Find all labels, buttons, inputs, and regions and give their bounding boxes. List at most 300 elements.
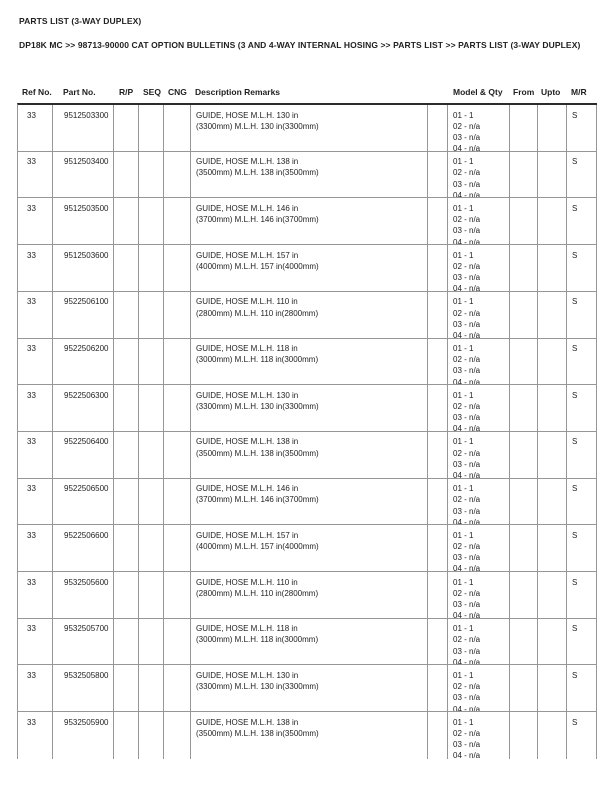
cell-text: (3500mm) M.L.H. 138 in(3500mm) (196, 728, 319, 738)
table-row (18, 619, 597, 666)
cell-text (144, 156, 163, 167)
upto-cell (538, 292, 567, 338)
cell-text: 02 - n/a (453, 682, 481, 692)
cell-text: 04 - n/a (453, 564, 481, 572)
cell-text: (3000mm) M.L.H. 118 in(3000mm) (196, 355, 319, 365)
cell-text: 9522506300 (64, 390, 109, 400)
mr-cell (567, 432, 597, 478)
seq-cell (139, 339, 164, 385)
remarks-spacer-cell (428, 572, 448, 618)
cell-text (542, 530, 566, 541)
cell-text: 33 (27, 203, 36, 213)
cell-text: 01 - 1 (453, 670, 474, 680)
from-cell (510, 385, 538, 431)
column-header-ref-no: Ref No. (22, 87, 52, 97)
part-no-cell (53, 105, 114, 151)
remarks-spacer-cell (428, 432, 448, 478)
cell-text: 33 (27, 530, 36, 540)
cell-text: GUIDE, HOSE M.L.H. 138 in (196, 157, 299, 167)
cng-cell (164, 198, 191, 244)
part-no-cell (53, 198, 114, 244)
seq-cell (139, 712, 164, 759)
mr-cell (567, 712, 597, 759)
cell-text (119, 530, 138, 541)
cell-text (144, 203, 163, 214)
upto-cell (538, 105, 567, 151)
cell-text: S (572, 390, 578, 400)
seq-cell (139, 385, 164, 431)
cell-text: 33 (27, 624, 36, 634)
remarks-spacer-cell (428, 339, 448, 385)
cell-text: 33 (27, 157, 36, 167)
model-qty-cell (448, 292, 510, 338)
cng-cell (164, 525, 191, 571)
cell-text: 01 - 1 (453, 717, 474, 727)
cell-text: 03 - n/a (453, 506, 481, 516)
ref-no-cell (18, 198, 53, 244)
cng-cell (164, 292, 191, 338)
upto-cell (538, 479, 567, 525)
from-cell (510, 198, 538, 244)
mr-cell (567, 152, 597, 198)
cell-text (169, 296, 190, 307)
upto-cell (538, 572, 567, 618)
cell-text: 03 - n/a (453, 413, 481, 423)
cell-text (144, 110, 163, 121)
ref-no-cell (18, 385, 53, 431)
cell-text: 03 - n/a (453, 179, 481, 189)
cell-text: 01 - 1 (453, 297, 474, 307)
cell-text: GUIDE, HOSE M.L.H. 130 in (196, 110, 299, 120)
cell-text: (3300mm) M.L.H. 130 in(3300mm) (196, 682, 319, 692)
remarks-spacer-cell (428, 245, 448, 291)
ref-no-cell (18, 665, 53, 711)
cell-text: 02 - n/a (453, 728, 481, 738)
cell-text: (3700mm) M.L.H. 146 in(3700mm) (196, 215, 319, 225)
cell-text: 03 - n/a (453, 459, 481, 469)
part-no-cell (53, 619, 114, 665)
rp-cell (114, 245, 139, 291)
cell-text (119, 577, 138, 588)
cell-text: (3500mm) M.L.H. 138 in(3500mm) (196, 168, 319, 178)
cell-text: S (572, 344, 578, 354)
cell-text (169, 156, 190, 167)
ref-no-cell (18, 479, 53, 525)
cell-text (514, 530, 537, 541)
cell-text: 01 - 1 (453, 530, 474, 540)
cell-text (169, 343, 190, 354)
cell-text (542, 296, 566, 307)
cell-text (542, 717, 566, 728)
description-cell (191, 665, 428, 711)
cell-text (514, 623, 537, 634)
cell-text: 9532505600 (64, 577, 109, 587)
cell-text (514, 577, 537, 588)
cell-text: GUIDE, HOSE M.L.H. 130 in (196, 390, 299, 400)
description-cell (191, 619, 428, 665)
cell-text (542, 670, 566, 681)
cell-text: 9512503500 (64, 203, 109, 213)
page-title: PARTS LIST (3-WAY DUPLEX) (19, 16, 142, 26)
cng-cell (164, 665, 191, 711)
model-qty-cell (448, 198, 510, 244)
cell-text: S (572, 484, 578, 494)
cng-cell (164, 152, 191, 198)
ref-no-cell (18, 572, 53, 618)
cell-text (514, 343, 537, 354)
rp-cell (114, 339, 139, 385)
cell-text: 02 - n/a (453, 261, 481, 271)
cell-text: 01 - 1 (453, 344, 474, 354)
cell-text (119, 250, 138, 261)
rp-cell (114, 479, 139, 525)
from-cell (510, 432, 538, 478)
cell-text (542, 203, 566, 214)
cell-text: GUIDE, HOSE M.L.H. 118 in (196, 624, 298, 634)
cell-text: 9522506600 (64, 530, 109, 540)
model-qty-cell (448, 572, 510, 618)
mr-cell (567, 665, 597, 711)
cell-text (169, 390, 190, 401)
cell-text (542, 483, 566, 494)
mr-cell (567, 339, 597, 385)
column-header-part-no: Part No. (63, 87, 96, 97)
remarks-spacer-cell (428, 665, 448, 711)
cell-text: 03 - n/a (453, 740, 481, 750)
cell-text: 03 - n/a (453, 646, 481, 656)
cell-text (144, 436, 163, 447)
remarks-spacer-cell (428, 152, 448, 198)
seq-cell (139, 432, 164, 478)
mr-cell (567, 105, 597, 151)
cell-text: 02 - n/a (453, 448, 481, 458)
cell-text: 9522506500 (64, 484, 109, 494)
rp-cell (114, 572, 139, 618)
cell-text: 03 - n/a (453, 366, 481, 376)
cell-text: 33 (27, 344, 36, 354)
cell-text: 02 - n/a (453, 308, 481, 318)
description-cell (191, 245, 428, 291)
cell-text: 03 - n/a (453, 599, 481, 609)
cell-text: 33 (27, 297, 36, 307)
cell-text: 04 - n/a (453, 190, 481, 198)
table-row (18, 572, 597, 619)
cell-text: (3300mm) M.L.H. 130 in(3300mm) (196, 401, 319, 411)
mr-cell (567, 292, 597, 338)
table-row (18, 712, 597, 759)
cell-text (169, 623, 190, 634)
description-cell (191, 479, 428, 525)
model-qty-cell (448, 105, 510, 151)
table-row (18, 432, 597, 479)
cell-text (119, 623, 138, 634)
cell-text: 9532505700 (64, 624, 109, 634)
mr-cell (567, 479, 597, 525)
cell-text (542, 390, 566, 401)
cell-text (119, 390, 138, 401)
cell-text (169, 436, 190, 447)
cell-text (514, 670, 537, 681)
cell-text: GUIDE, HOSE M.L.H. 130 in (196, 670, 299, 680)
cell-text: (4000mm) M.L.H. 157 in(4000mm) (196, 261, 319, 271)
remarks-spacer-cell (428, 198, 448, 244)
cell-text (514, 250, 537, 261)
cell-text: GUIDE, HOSE M.L.H. 146 in (196, 203, 299, 213)
cell-text (144, 390, 163, 401)
from-cell (510, 572, 538, 618)
ref-no-cell (18, 292, 53, 338)
seq-cell (139, 572, 164, 618)
upto-cell (538, 152, 567, 198)
cell-text: 01 - 1 (453, 577, 474, 587)
column-header-seq: SEQ (143, 87, 161, 97)
rp-cell (114, 105, 139, 151)
cell-text (144, 296, 163, 307)
cng-cell (164, 619, 191, 665)
cell-text: 9532505900 (64, 717, 109, 727)
cell-text (119, 670, 138, 681)
table-row (18, 292, 597, 339)
column-header-description: Description Remarks (195, 87, 281, 97)
rp-cell (114, 198, 139, 244)
cell-text: 04 - n/a (453, 424, 481, 431)
from-cell (510, 619, 538, 665)
cell-text (169, 250, 190, 261)
cell-text: 02 - n/a (453, 495, 481, 505)
cell-text: 02 - n/a (453, 215, 481, 225)
cell-text: 9522506200 (64, 344, 109, 354)
cell-text: 9512503600 (64, 250, 109, 260)
cell-text (144, 577, 163, 588)
cell-text: 9512503300 (64, 110, 109, 120)
seq-cell (139, 479, 164, 525)
cell-text: (4000mm) M.L.H. 157 in(4000mm) (196, 542, 319, 552)
seq-cell (139, 292, 164, 338)
cng-cell (164, 712, 191, 759)
upto-cell (538, 245, 567, 291)
table-row (18, 339, 597, 386)
cell-text: (3700mm) M.L.H. 146 in(3700mm) (196, 495, 319, 505)
cell-text: (2800mm) M.L.H. 110 in(2800mm) (196, 588, 319, 598)
cell-text (514, 717, 537, 728)
cell-text: 9532505800 (64, 670, 109, 680)
from-cell (510, 525, 538, 571)
rp-cell (114, 152, 139, 198)
cell-text (542, 250, 566, 261)
part-no-cell (53, 712, 114, 759)
cell-text: GUIDE, HOSE M.L.H. 110 in (196, 577, 298, 587)
cng-cell (164, 245, 191, 291)
column-header-model-qty: Model & Qty (453, 87, 503, 97)
part-no-cell (53, 385, 114, 431)
cell-text: 04 - n/a (453, 751, 481, 759)
rp-cell (114, 665, 139, 711)
cng-cell (164, 385, 191, 431)
cell-text: S (572, 297, 578, 307)
cell-text (514, 110, 537, 121)
cell-text (144, 250, 163, 261)
cell-text: S (572, 110, 578, 120)
cell-text: 04 - n/a (453, 657, 481, 665)
part-no-cell (53, 152, 114, 198)
model-qty-cell (448, 385, 510, 431)
cell-text: 04 - n/a (453, 517, 481, 525)
cell-text (119, 717, 138, 728)
model-qty-cell (448, 619, 510, 665)
cell-text: 01 - 1 (453, 203, 474, 213)
cell-text: 33 (27, 484, 36, 494)
cell-text (119, 343, 138, 354)
cell-text: 33 (27, 250, 36, 260)
from-cell (510, 712, 538, 759)
table-row (18, 385, 597, 432)
cell-text: S (572, 530, 578, 540)
model-qty-cell (448, 245, 510, 291)
cell-text: 03 - n/a (453, 693, 481, 703)
from-cell (510, 152, 538, 198)
cell-text: S (572, 203, 578, 213)
column-header-rp: R/P (119, 87, 134, 97)
cell-text: 02 - n/a (453, 635, 481, 645)
ref-no-cell (18, 619, 53, 665)
cell-text: 9522506400 (64, 437, 109, 447)
from-cell (510, 665, 538, 711)
part-no-cell (53, 292, 114, 338)
cell-text: 33 (27, 437, 36, 447)
cell-text: 01 - 1 (453, 624, 474, 634)
cell-text: 9522506100 (64, 297, 109, 307)
table-row (18, 105, 597, 152)
ref-no-cell (18, 712, 53, 759)
column-header-cng: CNG (168, 87, 187, 97)
cell-text (514, 156, 537, 167)
cell-text: 04 - n/a (453, 144, 481, 151)
cell-text: (3500mm) M.L.H. 138 in(3500mm) (196, 448, 319, 458)
cell-text (144, 623, 163, 634)
cell-text: 04 - n/a (453, 330, 481, 338)
cell-text: S (572, 670, 578, 680)
cell-text (542, 577, 566, 588)
remarks-spacer-cell (428, 292, 448, 338)
cell-text (514, 483, 537, 494)
cell-text: (3000mm) M.L.H. 118 in(3000mm) (196, 635, 319, 645)
cell-text: GUIDE, HOSE M.L.H. 118 in (196, 344, 298, 354)
description-cell (191, 385, 428, 431)
from-cell (510, 339, 538, 385)
remarks-spacer-cell (428, 479, 448, 525)
cell-text: 04 - n/a (453, 284, 481, 291)
cell-text: 02 - n/a (453, 168, 481, 178)
cell-text: 04 - n/a (453, 377, 481, 385)
cell-text: GUIDE, HOSE M.L.H. 138 in (196, 717, 299, 727)
description-cell (191, 525, 428, 571)
parts-table (17, 103, 597, 759)
ref-no-cell (18, 525, 53, 571)
cell-text (542, 436, 566, 447)
cell-text (119, 156, 138, 167)
cell-text: S (572, 624, 578, 634)
seq-cell (139, 198, 164, 244)
cell-text: GUIDE, HOSE M.L.H. 138 in (196, 437, 299, 447)
upto-cell (538, 619, 567, 665)
model-qty-cell (448, 152, 510, 198)
cell-text (144, 717, 163, 728)
upto-cell (538, 665, 567, 711)
cell-text (169, 530, 190, 541)
cell-text (119, 110, 138, 121)
cell-text: GUIDE, HOSE M.L.H. 110 in (196, 297, 298, 307)
cell-text: 9512503400 (64, 157, 109, 167)
rp-cell (114, 525, 139, 571)
seq-cell (139, 105, 164, 151)
ref-no-cell (18, 432, 53, 478)
seq-cell (139, 245, 164, 291)
cell-text: 04 - n/a (453, 704, 481, 712)
table-row (18, 198, 597, 245)
remarks-spacer-cell (428, 385, 448, 431)
model-qty-cell (448, 479, 510, 525)
upto-cell (538, 339, 567, 385)
rp-cell (114, 432, 139, 478)
cell-text: 01 - 1 (453, 484, 474, 494)
seq-cell (139, 665, 164, 711)
rp-cell (114, 619, 139, 665)
cell-text: 01 - 1 (453, 110, 474, 120)
model-qty-cell (448, 665, 510, 711)
rp-cell (114, 712, 139, 759)
from-cell (510, 479, 538, 525)
cell-text: 03 - n/a (453, 553, 481, 563)
cell-text: 33 (27, 717, 36, 727)
cell-text: 02 - n/a (453, 401, 481, 411)
description-cell (191, 292, 428, 338)
cell-text: 01 - 1 (453, 250, 474, 260)
model-qty-cell (448, 432, 510, 478)
model-qty-cell (448, 525, 510, 571)
cell-text (169, 203, 190, 214)
cell-text (542, 110, 566, 121)
cell-text: 33 (27, 670, 36, 680)
table-column-headers (18, 87, 597, 97)
cng-cell (164, 432, 191, 478)
mr-cell (567, 198, 597, 244)
ref-no-cell (18, 245, 53, 291)
cell-text: 02 - n/a (453, 542, 481, 552)
cell-text (169, 670, 190, 681)
cell-text: S (572, 250, 578, 260)
cng-cell (164, 479, 191, 525)
seq-cell (139, 619, 164, 665)
upto-cell (538, 525, 567, 571)
upto-cell (538, 385, 567, 431)
cell-text: 03 - n/a (453, 132, 481, 142)
cell-text: (2800mm) M.L.H. 110 in(2800mm) (196, 308, 319, 318)
mr-cell (567, 572, 597, 618)
from-cell (510, 292, 538, 338)
description-cell (191, 339, 428, 385)
cell-text: 02 - n/a (453, 121, 481, 131)
cell-text (169, 110, 190, 121)
cell-text (169, 577, 190, 588)
cell-text: GUIDE, HOSE M.L.H. 157 in (196, 530, 299, 540)
cell-text: 33 (27, 110, 36, 120)
mr-cell (567, 619, 597, 665)
rp-cell (114, 385, 139, 431)
cell-text: 04 - n/a (453, 471, 481, 478)
cell-text: 04 - n/a (453, 611, 481, 618)
from-cell (510, 245, 538, 291)
cell-text: S (572, 157, 578, 167)
